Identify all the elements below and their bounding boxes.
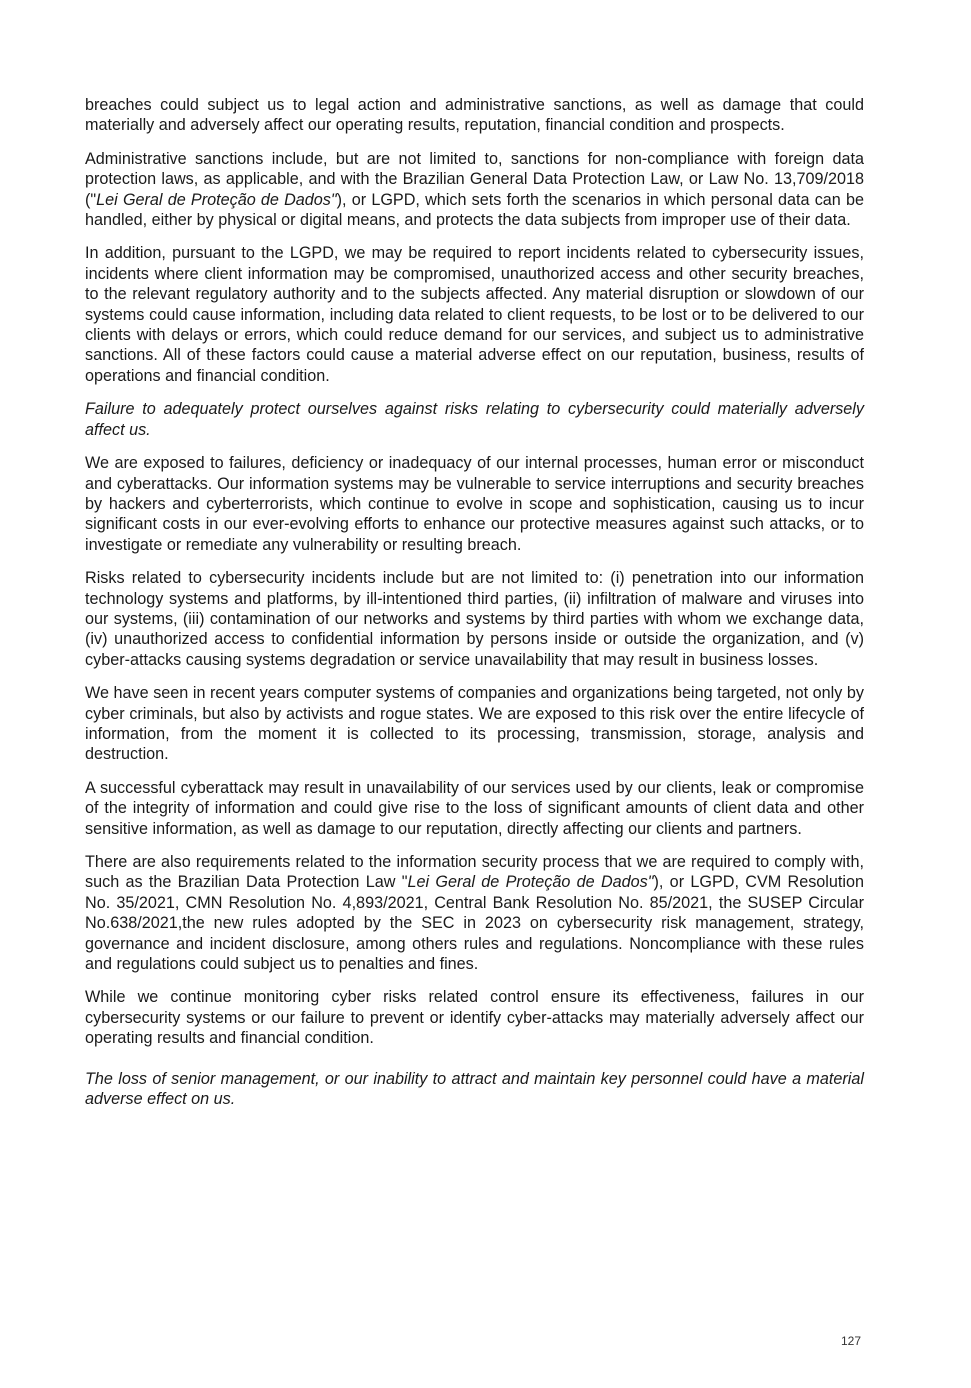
document-page [85,95,864,1122]
paragraph-successful-cyberattack: A successful cyberattack may result in unavailability of our services used by our clients, leak or compromise of the integrity of information and could give rise to the loss of significant amounts of client data and other sensitive information, as well as damage to our reputation, directly affecting our clients and partners. [85,778,864,838]
italic-law-name: Lei Geral de Proteção de Dados" [407,873,654,892]
section-heading-cybersecurity: Failure to adequately protect ourselves against risks relating to cybersecurity could materially adversely affect us. [85,400,864,439]
paragraph-segment: There are also requirements related to the information security process that we are required to comply with, such as the Brazilian Data Protection Law " [85,853,864,892]
paragraph-cyber-risks-list: Risks related to cybersecurity incidents include but are not limited to: (i) penetration into our information technology systems and platforms, by ill-intentioned third parties, (ii) infiltration of malware and viruses into our systems, (iii) contamination of our networks and systems by third parties with whom we exchange data, (iv) unauthorized access to confidential information by persons inside or outside the organization, and (v) cyber-attacks causing systems degradation or service unavailability that may result in business losses. [85,569,864,669]
paragraph-lgpd-reporting: In addition, pursuant to the LGPD, we may be required to report incidents related to cybersecurity issues, incidents where client information may be compromised, unauthorized access and other security breaches, to the relevant regulatory authority and to the subjects affected. Any material disruption or slowdown of our systems could cause information, including data related to client requests, to be lost or to be delivered to our clients with delays or errors, which could reduce demand for our services, and subject us to administrative sanctions. All of these factors could cause a material adverse effect on our reputation, business, results of operations and financial condition. [85,244,864,385]
paragraph-segment: ), or LGPD, which sets forth the scenarios in which personal data can be handled, either by physical or digital means, and protects the data subjects from improper use of their data. [85,190,865,230]
paragraph-regulatory-requirements [85,852,864,974]
paragraph-segment: Administrative sanctions include, but are not limited to, sanctions for non-compliance with foreign data protection laws, as applicable, and with the Brazilian General Data Protection Law, or Law No. 13,709/2018 (" [85,149,864,209]
italic-law-name: Lei Geral de Proteção de Dados" [96,190,337,209]
paragraph-breaches-consequences: breaches could subject us to legal action and administrative sanctions, as well as damage that could materially and adversely affect our operating results, reputation, financial condition and prospects. [85,96,864,135]
section-heading-senior-management: The loss of senior management, or our inability to attract and maintain key personnel could have a material adverse effect on us. [85,1069,864,1109]
paragraph-targeted-systems: We have seen in recent years computer systems of companies and organizations being targeted, not only by cyber criminals, but also by activists and rogue states. We are exposed to this risk over the entire lifecycle of information, from the moment it is collected to its processing, transmission, storage, analysis and destruction. [85,684,864,764]
paragraph-monitoring-cyber-risks: While we continue monitoring cyber risks related control ensure its effectiveness, failures in our cybersecurity systems or our failure to prevent or identify cyber-attacks may materially adversely affect our operating results and financial condition. [85,988,864,1048]
page-number: 127 [840,1334,861,1348]
paragraph-administrative-sanctions [85,149,864,231]
paragraph-segment: ), or LGPD, CVM Resolution No. 35/2021, CMN Resolution No. 4,893/2021, Central Bank Resolution No. 85/2021, the SUSEP Circular No.638/2021,the new rules adopted by the SEC in 2023 on cybersecurity risk management, strategy, governance and incident disclosure, among others rules and regulations. Noncompliance with these rules and regulations could subject us to penalties and fines. [85,873,865,974]
paragraph-exposure-failures: We are exposed to failures, deficiency or inadequacy of our internal processes, human error or misconduct and cyberattacks. Our information systems may be vulnerable to service interruptions and security breaches by hackers and cyberterrorists, which continue to evolve in scope and sophistication, causing us to incur significant costs in our ever-evolving efforts to enhance our protective measures against such attacks, or to investigate or remediate any vulnerability or resulting breach. [85,454,864,554]
